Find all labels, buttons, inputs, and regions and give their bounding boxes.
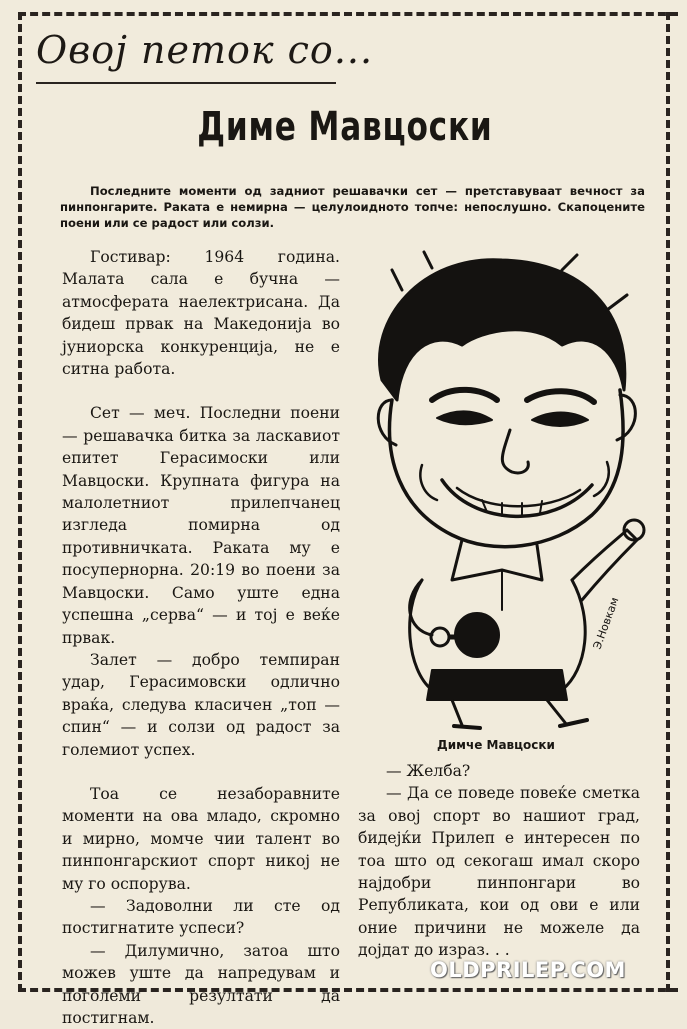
paragraph: Тоа се незаборавните моменти на ова младо, скромно и мирно, момче чии талент во пинпонгарскиот спорт никој не му го оспорува. (62, 784, 340, 893)
paragraph: Залет — добро темпиран удар, Герасимовски одлично враќа, следува класичен „топ — спин“ — и солзи од радост за големиот успех. (62, 650, 340, 759)
border-right (666, 12, 670, 992)
paragraph: Гостивар: 1964 година. Малата сала е бучна — атмосферата наелектрисана. Да бидеш првак на Македонија во јуниорска конкуренција, не е ситна работа. (62, 248, 340, 379)
illustration-caption: Димче Мавцоски (437, 738, 555, 752)
border-top (18, 12, 678, 16)
paragraph: — Дилумично, затоа што можев уште да напредувам и поголеми резултати да постигнам. (62, 941, 340, 1027)
article-headline: Диме Мавцоски (197, 104, 493, 150)
left-column (62, 246, 340, 1029)
caricature-illustration (362, 250, 652, 730)
right-column (358, 760, 640, 962)
artist-signature: Э.Новкам (590, 595, 622, 652)
kicker-rule (36, 82, 336, 84)
site-watermark: OLDPRILEP.COM (430, 958, 626, 982)
paragraph: — Да се поведе повеќе сметка за овој спорт во нашиот град, бидејќи Прилеп е интересен по тоа што од секогаш имал скоро најдобри пинпонгари во Републиката, кои од ови е или оние причини не можеле да дојдат до израз. . . (358, 784, 640, 960)
border-left (18, 12, 22, 992)
paragraph: — Задоволни ли сте од постигнатите успеси? (62, 896, 340, 938)
paragraph: — Желба? (386, 762, 471, 780)
paragraph: Сет — меч. Последни поени — решавачка битка за ласкавиот епитет Герасимоски или Мавцоски. Крупната фигура на малолетниот прилепчанец изгледа помирна од противничката. Раката му е посупернорна. 20:19 во поени за Мавцоски. Само уште една успешна „серва“ — и тој е веќе првак. (62, 404, 340, 647)
column-kicker: Овој петок со... (36, 28, 374, 72)
article-lead: Последните моменти од задниот решавачки сет — претставуваат вечност за пинпонгарите. Раката е немирна — целулоидното топче: непослушно. Скапоцените поени или се радост или солзи. (60, 184, 645, 230)
